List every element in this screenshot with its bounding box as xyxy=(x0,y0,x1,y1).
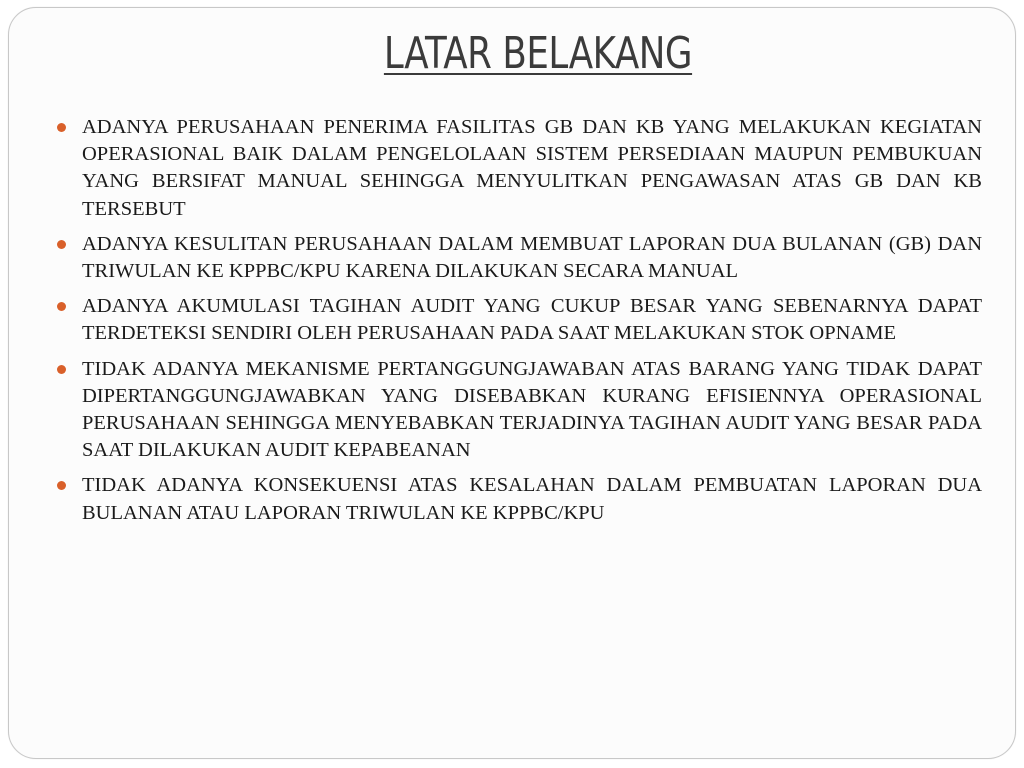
bullet-dot-icon xyxy=(57,240,66,249)
bullet-text: ADANYA PERUSAHAAN PENERIMA FASILITAS GB DAN KB YANG MELAKUKAN KEGIATAN OPERASIONAL BAIK DALAM PENGELOLAAN SISTEM PERSEDIAAN MAUPUN PEMBUKUAN YANG BERSIFAT MANUAL SEHINGGA MENYULITKAN PENGAWASAN ATAS GB DAN KB TERSEBUT xyxy=(82,116,982,220)
bullet-list xyxy=(82,114,982,535)
slide-title: LATAR BELAKANG xyxy=(383,28,693,79)
bullet-text: TIDAK ADANYA MEKANISME PERTANGGUNGJAWABAN ATAS BARANG YANG TIDAK DAPAT DIPERTANGGUNGJAWABKAN YANG DISEBABKAN KURANG EFISIENNYA OPERASIONAL PERUSAHAAN SEHINGGA MENYEBABKAN TERJADINYA TAGIHAN AUDIT YANG BESAR PADA SAAT DILAKUKAN AUDIT KEPABEANAN xyxy=(82,357,982,462)
bullet-text: TIDAK ADANYA KONSEKUENSI ATAS KESALAHAN DALAM PEMBUATAN LAPORAN DUA BULANAN ATAU LAPORAN TRIWULAN KE KPPBC/KPU xyxy=(82,474,982,524)
bullet-item xyxy=(82,356,982,465)
bullet-dot-icon xyxy=(57,365,66,374)
bullet-item xyxy=(82,472,982,526)
bullet-item xyxy=(82,231,982,285)
bullet-item xyxy=(82,293,982,347)
bullet-text: ADANYA AKUMULASI TAGIHAN AUDIT YANG CUKUP BESAR YANG SEBENARNYA DAPAT TERDETEKSI SENDIRI OLEH PERUSAHAAN PADA SAAT MELAKUKAN STOK OPNAME xyxy=(82,295,982,345)
bullet-dot-icon xyxy=(57,123,66,132)
bullet-text: ADANYA KESULITAN PERUSAHAAN DALAM MEMBUAT LAPORAN DUA BULANAN (GB) DAN TRIWULAN KE KPPBC/KPU KARENA DILAKUKAN SECARA MANUAL xyxy=(82,232,982,283)
bullet-item xyxy=(82,114,982,223)
